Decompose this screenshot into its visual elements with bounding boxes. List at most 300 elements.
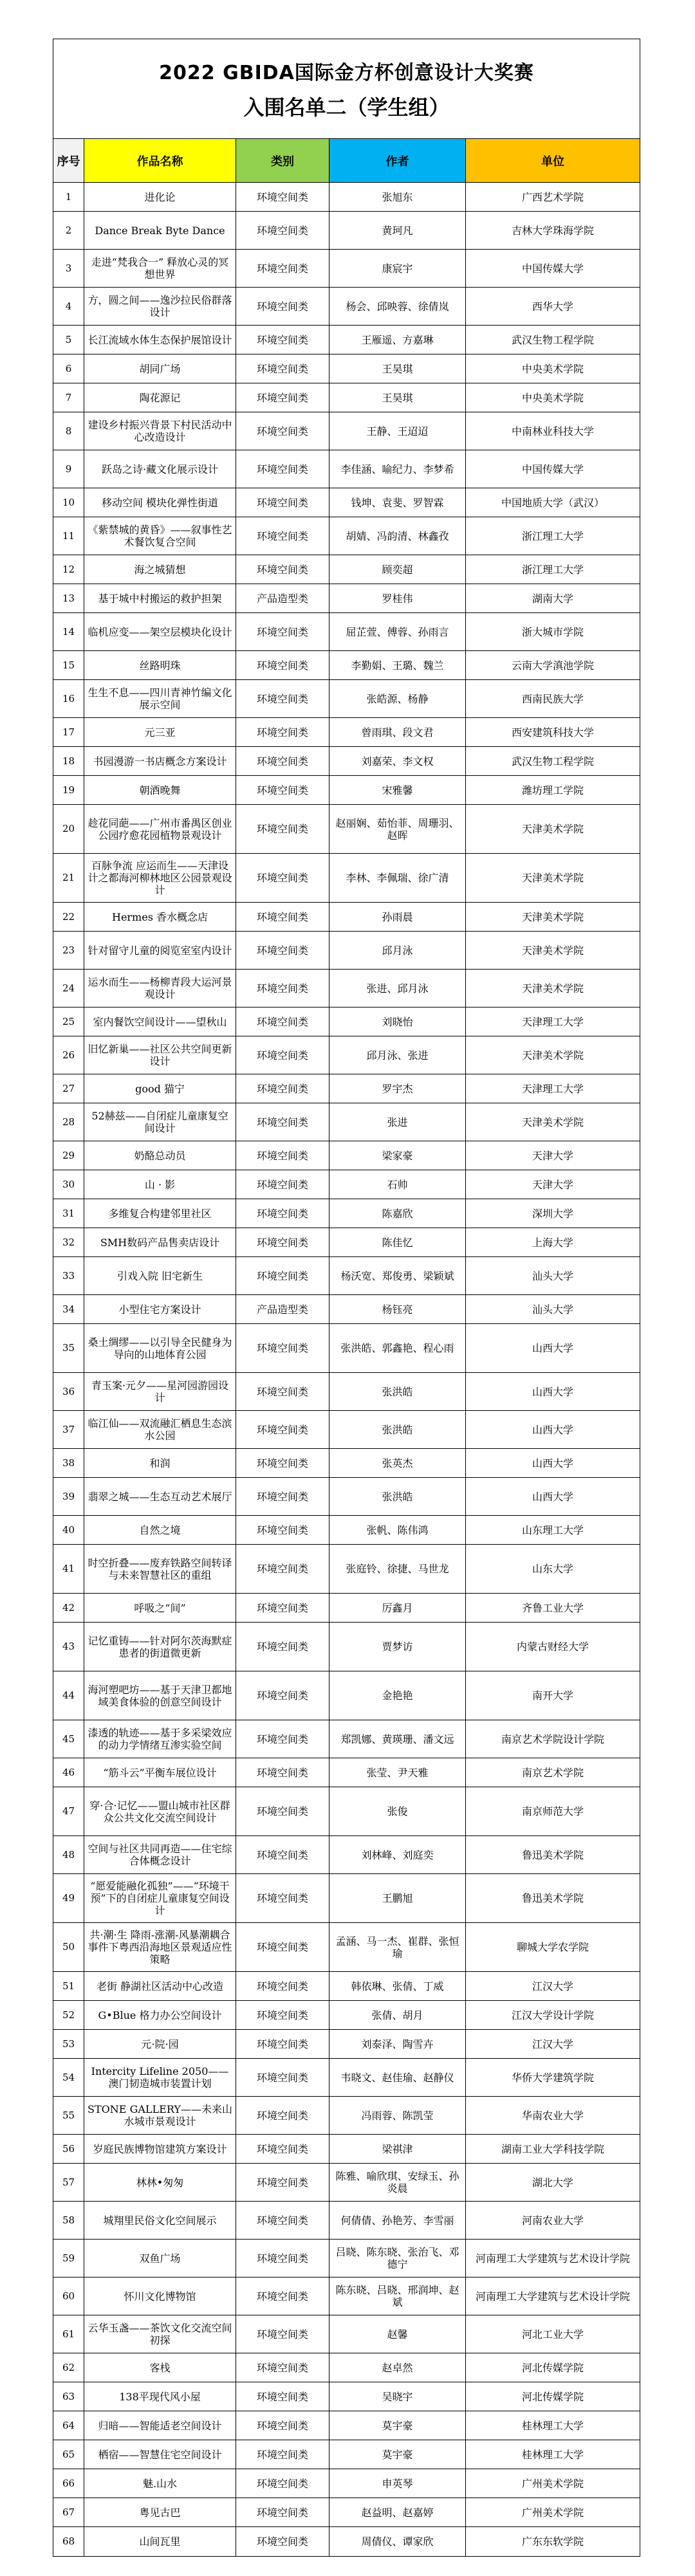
- unit-cell: [466, 412, 640, 450]
- unit-cell: [466, 1295, 640, 1323]
- unit-cell: [466, 183, 640, 211]
- row-number-cell: [53, 2382, 84, 2411]
- table-row: [53, 1007, 640, 1036]
- author-text: 杨沃宽、郑俊勇、梁颖斌: [340, 1269, 454, 1282]
- author-cell: [329, 2469, 466, 2498]
- row-number-text: 46: [62, 1766, 75, 1778]
- unit-cell: [466, 1257, 640, 1294]
- category-text: 环境空间类: [256, 496, 308, 509]
- table-row: [53, 970, 640, 1007]
- row-number-text: 29: [62, 1149, 75, 1161]
- row-number-text: 25: [62, 1015, 75, 1027]
- table-row: [53, 1874, 640, 1923]
- table-row: [53, 2059, 640, 2097]
- table-row: [53, 2382, 640, 2411]
- unit-text: 中南林业科技大学: [511, 425, 594, 437]
- row-number-text: 68: [62, 2535, 75, 2547]
- unit-text: 南京师范大学: [521, 1805, 584, 1817]
- category-cell: [236, 2469, 329, 2498]
- unit-text: 天津美术学院: [521, 910, 584, 923]
- author-cell: [329, 517, 466, 555]
- author-text: 张进、邱月泳: [366, 982, 429, 995]
- row-number-text: 63: [62, 2390, 75, 2402]
- work-title-cell: [84, 1671, 236, 1720]
- row-number-cell: [53, 2411, 84, 2440]
- work-title-cell: [84, 1170, 236, 1199]
- author-cell: [329, 1758, 466, 1787]
- unit-text: 天津理工大学: [521, 1015, 584, 1028]
- category-text: 环境空间类: [256, 726, 308, 739]
- category-text: 环境空间类: [256, 755, 308, 768]
- row-number-text: 54: [62, 2071, 75, 2083]
- author-text: 梁祺津: [382, 2142, 413, 2155]
- unit-cell: [466, 1787, 640, 1835]
- category-cell: [236, 2202, 329, 2239]
- author-text: 厉鑫月: [382, 1601, 413, 1614]
- unit-text: 江汉大学设计学院: [511, 2009, 594, 2021]
- category-text: 环境空间类: [256, 1236, 308, 1249]
- category-text: 环境空间类: [256, 425, 308, 437]
- category-cell: [236, 854, 329, 902]
- author-cell: [329, 1007, 466, 1036]
- category-cell: [236, 183, 329, 211]
- author-text: 郑凯娜、黄瑛珊、潘文远: [340, 1733, 454, 1745]
- unit-cell: [466, 1141, 640, 1170]
- work-title-cell: [84, 1007, 236, 1036]
- author-cell: [329, 183, 466, 211]
- work-title-cell: [84, 613, 236, 650]
- row-number-text: 53: [62, 2038, 75, 2050]
- work-title-cell: [84, 932, 236, 969]
- author-text: 李佳涵、喻纪力、李梦希: [340, 463, 454, 475]
- work-title-text: 长江流域水体生态保护展馆设计: [88, 333, 232, 346]
- row-number-text: 59: [62, 2252, 75, 2264]
- unit-text: 河南农业大学: [521, 2214, 584, 2227]
- category-text: 环境空间类: [256, 944, 308, 957]
- author-cell: [329, 2135, 466, 2163]
- category-cell: [236, 1199, 329, 1228]
- unit-cell: [466, 776, 640, 804]
- author-cell: [329, 2353, 466, 2382]
- unit-text: 河南理工大学建筑与艺术设计学院: [475, 2252, 630, 2265]
- category-text: 环境空间类: [256, 1563, 308, 1575]
- row-number-text: 38: [62, 1457, 75, 1469]
- category-text: 产品造型类: [256, 592, 308, 605]
- table-row: [53, 1836, 640, 1874]
- table-row: [53, 450, 640, 488]
- category-text: 环境空间类: [256, 2290, 308, 2303]
- category-cell: [236, 555, 329, 584]
- row-number-cell: [53, 2240, 84, 2277]
- category-text: 环境空间类: [256, 784, 308, 796]
- row-number-cell: [53, 1411, 84, 1448]
- unit-cell: [466, 2440, 640, 2469]
- row-number-text: 52: [62, 2009, 75, 2021]
- unit-text: 华南农业大学: [521, 2109, 584, 2122]
- unit-cell: [466, 212, 640, 249]
- category-cell: [236, 2097, 329, 2134]
- unit-cell: [466, 1228, 640, 1256]
- row-number-cell: [53, 1758, 84, 1787]
- category-text: 环境空间类: [256, 391, 308, 404]
- row-number-cell: [53, 2353, 84, 2382]
- category-text: 环境空间类: [256, 2535, 308, 2548]
- row-number-cell: [53, 1257, 84, 1294]
- row-number-cell: [53, 2001, 84, 2029]
- table-row: [53, 718, 640, 747]
- row-number-cell: [53, 1972, 84, 2000]
- table-row: [53, 805, 640, 854]
- table-row: [53, 1972, 640, 2001]
- category-text: 环境空间类: [256, 2328, 308, 2341]
- work-title-cell: [84, 1449, 236, 1477]
- row-number-text: 30: [62, 1178, 75, 1190]
- work-title-cell: [84, 412, 236, 450]
- work-title-cell: [84, 1036, 236, 1074]
- row-number-cell: [53, 1074, 84, 1103]
- unit-text: 广州美术学院: [521, 2506, 584, 2519]
- work-title-cell: [84, 1787, 236, 1835]
- author-cell: [329, 1074, 466, 1103]
- author-text: 刘泰泽、陶雪卉: [361, 2038, 434, 2050]
- work-title-cell: [84, 1874, 236, 1922]
- category-text: 环境空间类: [256, 910, 308, 923]
- category-text: 环境空间类: [256, 190, 308, 203]
- work-title-cell: [84, 718, 236, 746]
- work-title-text: 临江仙——双流融汇栖息生态滨水公园: [88, 1417, 232, 1442]
- author-cell: [329, 1874, 466, 1922]
- finalist-list-sheet: [53, 39, 640, 2557]
- unit-text: 天津美术学院: [521, 944, 584, 957]
- category-cell: [236, 1074, 329, 1103]
- category-text: 环境空间类: [256, 625, 308, 638]
- author-text: 康宸宇: [382, 262, 413, 275]
- category-cell: [236, 1836, 329, 1873]
- header-work-title-label: 作品名称: [136, 154, 183, 169]
- row-number-text: 57: [62, 2176, 75, 2188]
- row-number-text: 13: [62, 592, 75, 604]
- unit-text: 云南大学滇池学院: [511, 659, 594, 672]
- row-number-cell: [53, 2277, 84, 2315]
- table-row: [53, 250, 640, 288]
- row-number-cell: [53, 2059, 84, 2096]
- work-title-text: STONE GALLERY——未来山水城市景观设计: [88, 2103, 232, 2128]
- category-text: 环境空间类: [256, 1269, 308, 1282]
- row-number-text: 19: [62, 784, 75, 796]
- work-title-text: 多维复合构建邻里社区: [108, 1207, 212, 1220]
- work-title-text: SMH数码产品售卖店设计: [100, 1236, 220, 1249]
- row-number-text: 34: [62, 1303, 75, 1315]
- unit-text: 广东东软学院: [521, 2535, 584, 2548]
- category-cell: [236, 1923, 329, 1971]
- table-row: [53, 2001, 640, 2030]
- category-text: 环境空间类: [256, 659, 308, 672]
- author-cell: [329, 2202, 466, 2239]
- table-row: [53, 2202, 640, 2240]
- category-text: 环境空间类: [256, 2419, 308, 2432]
- row-number-cell: [53, 970, 84, 1007]
- category-cell: [236, 450, 329, 488]
- category-cell: [236, 2240, 329, 2277]
- unit-cell: [466, 584, 640, 612]
- unit-cell: [466, 2240, 640, 2277]
- category-text: 环境空间类: [256, 2361, 308, 2374]
- unit-text: 湖南工业大学科技学院: [501, 2142, 604, 2155]
- work-title-cell: [84, 288, 236, 325]
- row-number-text: 23: [62, 944, 75, 956]
- category-text: 环境空间类: [256, 563, 308, 576]
- work-title-cell: [84, 2382, 236, 2411]
- work-title-text: 海河塑吧坊——基于天津卫都地域美食体验的创意空间设计: [88, 1683, 232, 1708]
- unit-text: 桂林理工大学: [521, 2419, 584, 2432]
- table-row: [53, 1594, 640, 1623]
- unit-cell: [466, 1373, 640, 1410]
- category-cell: [236, 970, 329, 1007]
- author-text: 顾奕超: [382, 563, 413, 576]
- author-cell: [329, 2240, 466, 2277]
- category-cell: [236, 412, 329, 450]
- header-author: [329, 139, 466, 182]
- work-title-cell: [84, 1972, 236, 2000]
- table-header-row: [53, 139, 640, 183]
- table-row: [53, 1373, 640, 1411]
- work-title-text: 生生不息——四川青神竹编文化展示空间: [88, 686, 232, 711]
- author-cell: [329, 383, 466, 412]
- table-row: [53, 326, 640, 354]
- author-cell: [329, 805, 466, 853]
- author-text: 邱月泳、张进: [366, 1049, 429, 1062]
- category-cell: [236, 651, 329, 679]
- unit-text: 天津美术学院: [521, 823, 584, 835]
- unit-cell: [466, 1594, 640, 1622]
- unit-text: 中国传媒大学: [521, 262, 584, 275]
- header-work-title: [84, 139, 236, 182]
- work-title-text: 移动空间 模块化弹性街道: [101, 496, 219, 509]
- author-cell: [329, 2411, 466, 2440]
- author-text: 李林、李佩瑞、徐广清: [346, 872, 449, 884]
- work-title-cell: [84, 970, 236, 1007]
- author-text: 张俊: [387, 1805, 408, 1817]
- author-cell: [329, 1036, 466, 1074]
- table-row: [53, 1103, 640, 1141]
- work-title-text: 奶酪总动员: [134, 1149, 186, 1162]
- row-number-cell: [53, 1874, 84, 1922]
- author-cell: [329, 1324, 466, 1372]
- category-cell: [236, 488, 329, 517]
- category-text: 环境空间类: [256, 463, 308, 475]
- category-cell: [236, 212, 329, 249]
- table-row: [53, 776, 640, 805]
- unit-cell: [466, 2277, 640, 2315]
- unit-cell: [466, 1036, 640, 1074]
- row-number-text: 11: [62, 529, 75, 542]
- unit-cell: [466, 1324, 640, 1372]
- author-cell: [329, 1720, 466, 1758]
- table-row: [53, 212, 640, 250]
- work-title-cell: [84, 1295, 236, 1323]
- author-text: 陈嘉欣: [382, 1207, 413, 1220]
- unit-cell: [466, 2135, 640, 2163]
- row-number-cell: [53, 2498, 84, 2526]
- category-text: 环境空间类: [256, 1805, 308, 1817]
- row-number-cell: [53, 747, 84, 775]
- work-title-text: 方，圆之间——逸沙拉民俗群落设计: [88, 294, 232, 318]
- author-cell: [329, 1923, 466, 1971]
- work-title-cell: [84, 1623, 236, 1671]
- table-row: [53, 1720, 640, 1758]
- category-cell: [236, 1170, 329, 1199]
- unit-cell: [466, 2315, 640, 2353]
- author-text: 陈雅、喻欣琪、安绿玉、孙炎晨: [335, 2170, 459, 2194]
- unit-cell: [466, 747, 640, 775]
- unit-cell: [466, 932, 640, 969]
- author-text: 石帅: [387, 1178, 408, 1191]
- work-title-text: 栖宿——智慧住宅空间设计: [98, 2448, 222, 2461]
- category-cell: [236, 2164, 329, 2201]
- category-text: 环境空间类: [256, 1082, 308, 1095]
- category-cell: [236, 1671, 329, 1720]
- author-text: 张洪皓: [382, 1423, 413, 1436]
- row-number-text: 37: [62, 1423, 75, 1435]
- category-cell: [236, 718, 329, 746]
- unit-cell: [466, 2353, 640, 2382]
- author-text: 王静、王迢迢: [366, 425, 429, 437]
- work-title-cell: [84, 2277, 236, 2315]
- category-text: 环境空间类: [256, 1848, 308, 1861]
- work-title-text: 和润: [149, 1457, 171, 1469]
- work-title-text: 客栈: [149, 2361, 171, 2374]
- author-cell: [329, 288, 466, 325]
- unit-text: 鲁迅美术学院: [521, 1848, 584, 1861]
- unit-cell: [466, 805, 640, 853]
- category-cell: [236, 1257, 329, 1294]
- row-number-text: 36: [62, 1385, 75, 1397]
- unit-cell: [466, 2382, 640, 2411]
- unit-cell: [466, 2202, 640, 2239]
- author-text: 罗桂伟: [382, 592, 413, 605]
- category-cell: [236, 288, 329, 325]
- table-row: [53, 354, 640, 383]
- author-text: 宋雅馨: [382, 784, 413, 796]
- unit-text: 中国传媒大学: [521, 463, 584, 475]
- unit-text: 天津美术学院: [521, 982, 584, 995]
- row-number-cell: [53, 805, 84, 853]
- work-title-cell: [84, 1836, 236, 1873]
- table-row: [53, 2440, 640, 2469]
- category-cell: [236, 680, 329, 717]
- category-cell: [236, 354, 329, 383]
- unit-text: 西安建筑科技大学: [511, 726, 594, 739]
- author-text: 孟涵、马一杰、崔群、张恒瑜: [335, 1935, 459, 1960]
- author-cell: [329, 651, 466, 679]
- category-cell: [236, 2411, 329, 2440]
- row-number-text: 22: [62, 910, 75, 923]
- category-cell: [236, 2315, 329, 2353]
- table-row: [53, 1199, 640, 1228]
- author-text: 申英琴: [382, 2477, 413, 2490]
- row-number-cell: [53, 1036, 84, 1074]
- category-cell: [236, 1972, 329, 2000]
- table-row: [53, 651, 640, 680]
- work-title-text: 趁花同葩——广州市番禺区创业公园疗愈花园植物景观设计: [88, 816, 232, 842]
- work-title-text: 桑土绸缪——以引导全民健身为导向的山地体育公园: [88, 1336, 232, 1361]
- work-title-cell: [84, 517, 236, 555]
- author-cell: [329, 326, 466, 354]
- unit-text: 广西艺术学院: [521, 190, 584, 203]
- table-row: [53, 1411, 640, 1449]
- header-number-label: 序号: [57, 154, 80, 169]
- work-title-cell: [84, 584, 236, 612]
- category-text: 环境空间类: [256, 1015, 308, 1028]
- work-title-text: 书园漫游一书店概念方案设计: [93, 755, 227, 768]
- unit-cell: [466, 517, 640, 555]
- work-title-text: 海之城猜想: [134, 563, 186, 576]
- header-category-label: 类别: [271, 154, 294, 169]
- author-text: 王昊琪: [382, 391, 413, 404]
- author-text: 王昊琪: [382, 362, 413, 375]
- work-title-text: “愿爱能融化孤独”——“环境干预”下的自闭症儿童康复空间设计: [90, 1880, 230, 1917]
- unit-text: 西南民族大学: [521, 692, 584, 705]
- unit-cell: [466, 1623, 640, 1671]
- category-text: 环境空间类: [256, 1766, 308, 1779]
- category-text: 环境空间类: [256, 2506, 308, 2519]
- row-number-text: 10: [62, 496, 75, 508]
- unit-text: 山西大学: [532, 1423, 573, 1436]
- row-number-text: 67: [62, 2506, 75, 2518]
- author-text: 张倩、胡月: [371, 2009, 423, 2021]
- unit-text: 天津美术学院: [521, 1116, 584, 1128]
- unit-cell: [466, 1516, 640, 1544]
- row-number-text: 18: [62, 755, 75, 767]
- table-row: [53, 488, 640, 517]
- author-cell: [329, 1516, 466, 1544]
- work-title-text: 《紫禁城的黄昏》——叙事性艺术餐饮复合空间: [88, 524, 232, 548]
- row-number-text: 28: [62, 1116, 75, 1128]
- author-text: 杨会、邱映蓉、徐倩岚: [346, 300, 449, 313]
- work-title-text: 引戏入院 旧宅新生: [116, 1269, 203, 1282]
- author-text: 刘嘉荣、李文权: [361, 755, 434, 768]
- author-text: 赵丽娴、茹怡菲、周珊羽、赵晖: [335, 816, 459, 842]
- unit-text: 山西大学: [532, 1490, 573, 1503]
- author-text: 曾雨琪、段文君: [361, 726, 434, 739]
- author-cell: [329, 1671, 466, 1720]
- author-cell: [329, 1787, 466, 1835]
- unit-text: 山西大学: [532, 1385, 573, 1398]
- row-number-text: 27: [62, 1082, 75, 1094]
- work-title-text: 室内餐饮空间设计——望秋山: [93, 1015, 227, 1028]
- work-title-text: 元三亚: [144, 726, 176, 739]
- unit-text: 鲁迅美术学院: [521, 1892, 584, 1904]
- table-row: [53, 1324, 640, 1373]
- table-row: [53, 584, 640, 613]
- work-title-cell: [84, 450, 236, 488]
- work-title-cell: [84, 805, 236, 853]
- author-cell: [329, 1545, 466, 1593]
- row-number-cell: [53, 555, 84, 584]
- author-cell: [329, 1257, 466, 1294]
- author-cell: [329, 1170, 466, 1199]
- row-number-text: 5: [65, 333, 72, 345]
- work-title-text: 归暗——智能适老空间设计: [98, 2419, 222, 2432]
- row-number-text: 4: [65, 300, 72, 312]
- table-row: [53, 2411, 640, 2440]
- row-number-cell: [53, 354, 84, 383]
- author-cell: [329, 2498, 466, 2526]
- author-cell: [329, 2277, 466, 2315]
- category-text: 环境空间类: [256, 2176, 308, 2189]
- table-row: [53, 1545, 640, 1594]
- category-text: 环境空间类: [256, 1423, 308, 1436]
